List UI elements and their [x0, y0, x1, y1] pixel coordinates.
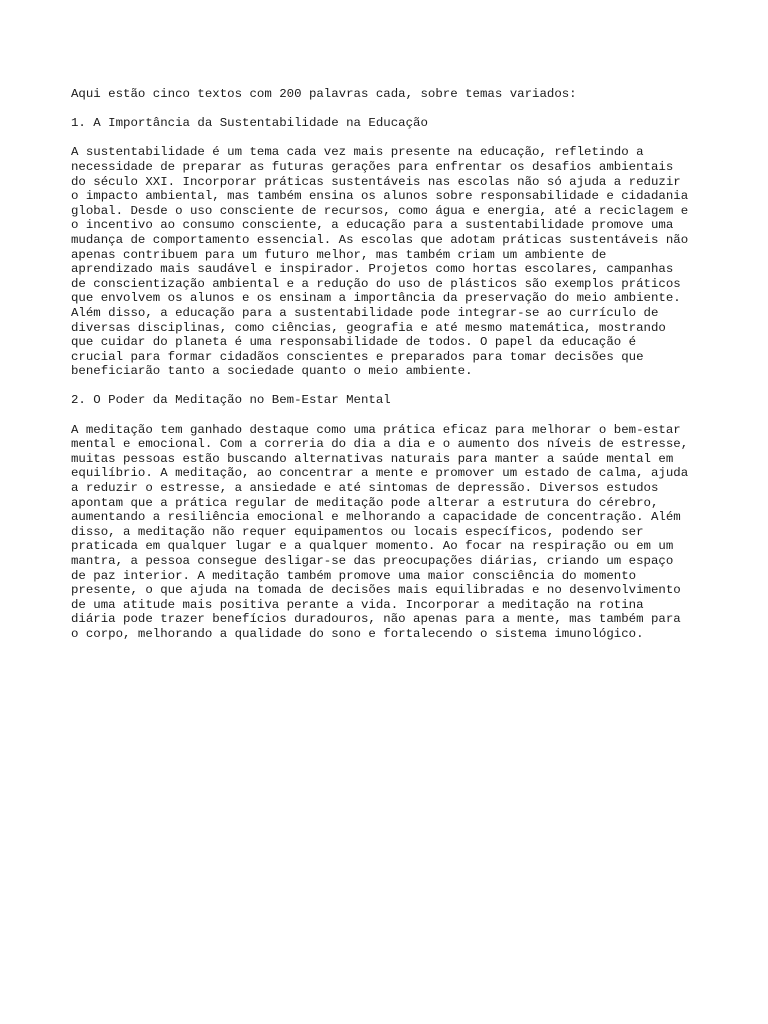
spacer [71, 131, 711, 146]
section-1-heading: 1. A Importância da Sustentabilidade na Educação [71, 116, 428, 131]
spacer [71, 102, 711, 117]
intro-text: Aqui estão cinco textos com 200 palavras cada, sobre temas variados: [71, 87, 577, 101]
document-page [71, 87, 711, 642]
spacer [71, 379, 711, 394]
spacer [71, 408, 711, 423]
section-2-heading: 2. O Poder da Meditação no Bem-Estar Mental [71, 393, 391, 408]
section-1-body: A sustentabilidade é um tema cada vez mais presente na educação, refletindo a necessidade de preparar as futuras gerações para enfrentar os desafios ambientais do século XXI. Incorporar práticas sustentáveis nas escolas não só ajuda a reduzir o impacto ambiental, mas também ensina os alunos sobre responsabilidade e cidadania global. Desde o uso consciente de recursos, como água e energia, até a reciclagem e o incentivo ao consumo consciente, a educação para a sustentabilidade promove uma mudança de comportamento essencial. As escolas que adotam práticas sustentáveis não apenas contribuem para um futuro melhor, mas também criam um ambiente de aprendizado mais saudável e inspirador. Projetos como hortas escolares, campanhas de conscientização ambiental e a redução do uso de plásticos são exemplos práticos que envolvem os alunos e os ensinam a importância da preservação do meio ambiente. Além disso, a educação para a sustentabilidade pode integrar-se ao currículo de diversas disciplinas, como ciências, geografia e até mesmo matemática, mostrando que cuidar do planeta é uma responsabilidade de todos. O papel da educação é crucial para formar cidadãos conscientes e preparados para tomar decisões que beneficiarão tanto a sociedade quanto o meio ambiente. [71, 145, 689, 379]
section-2-body: A meditação tem ganhado destaque como uma prática eficaz para melhorar o bem-estar mental e emocional. Com a correria do dia a dia e o aumento dos níveis de estresse, muitas pessoas estão buscando alternativas naturais para manter a saúde mental em equilíbrio. A meditação, ao concentrar a mente e promover um estado de calma, ajuda a reduzir o estresse, a ansiedade e até sintomas de depressão. Diversos estudos apontam que a prática regular de meditação pode alterar a estrutura do cérebro, aumentando a resiliência emocional e melhorando a capacidade de concentração. Além disso, a meditação não requer equipamentos ou locais específicos, podendo ser praticada em qualquer lugar e a qualquer momento. Ao focar na respiração ou em um mantra, a pessoa consegue desligar-se das preocupações diárias, criando um espaço de paz interior. A meditação também promove uma maior consciência do momento presente, o que ajuda na tomada de decisões mais equilibradas e no desenvolvimento de uma atitude mais positiva perante a vida. Incorporar a meditação na rotina diária pode trazer benefícios duradouros, não apenas para a mente, mas também para o corpo, melhorando a qualidade do sono e fortalecendo o sistema imunológico. [71, 422, 689, 641]
